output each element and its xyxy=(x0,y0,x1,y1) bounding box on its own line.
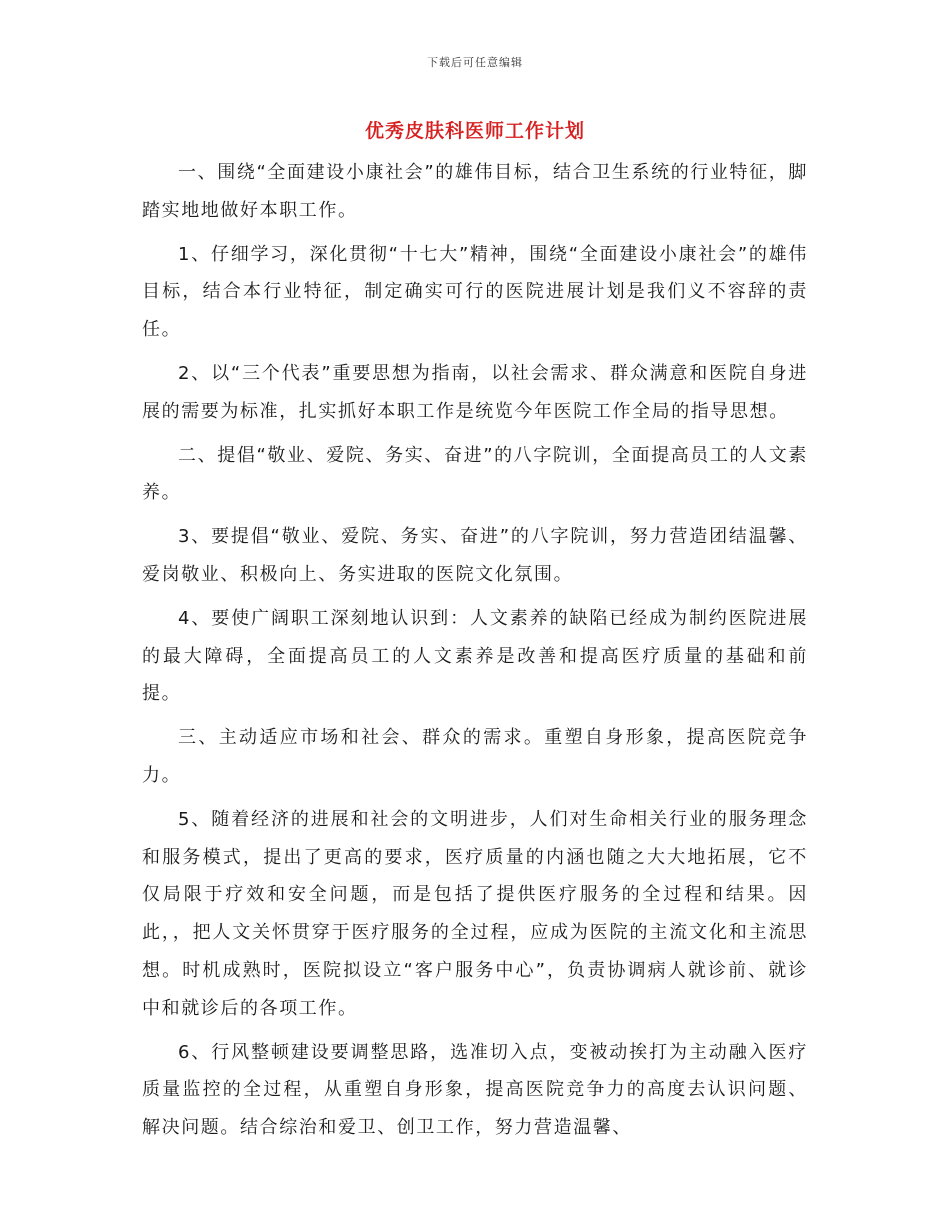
paragraph-item-2: 2、以“三个代表”重要思想为指南，以社会需求、群众满意和医院自身进展的需要为标准，扎实抓好本职工作是统览今年医院工作全局的指导思想。 xyxy=(142,362,808,422)
paragraph-item-4: 4、要使广阔职工深刻地认识到：人文素养的缺陷已经成为制约医院进展的最大障碍，全面提高员工的人文素养是改善和提高医疗质量的基础和前提。 xyxy=(142,607,808,705)
paragraph-item-5: 5、随着经济的进展和社会的文明进步，人们对生命相关行业的服务理念和服务模式，提出了更高的要求，医疗质量的内涵也随之大大地拓展，它不仅局限于疗效和安全问题，而是包括了提供医疗服务的全过程和结果。因此，，把人文关怀贯穿于医疗服务的全过程，应成为医院的主流文化和主流思想。时机成熟时，医院拟设立“客户服务中心”，负责协调病人就诊前、就诊中和就诊后的各项工作。 xyxy=(142,808,808,1019)
page-header-note: 下载后可任意编辑 xyxy=(427,56,523,69)
paragraph-item-3: 3、要提倡“敬业、爱院、务实、奋进”的八字院训，努力营造团结温馨、爱岗敬业、积极向上、务实进取的医院文化氛围。 xyxy=(142,526,808,585)
paragraph-item-1: 1、仔细学习，深化贯彻“十七大”精神，围绕“全面建设小康社会”的雄伟目标，结合本行业特征，制定确实可行的医院进展计划是我们义不容辞的责任。 xyxy=(142,243,808,341)
document-title: 优秀皮肤科医师工作计划 xyxy=(364,120,585,142)
paragraph-section-3: 三、主动适应市场和社会、群众的需求。重塑自身形象，提高医院竞争力。 xyxy=(142,727,808,786)
document-body xyxy=(142,154,808,1153)
paragraph-section-2: 二、提倡“敬业、爱院、务实、奋进”的八字院训，全面提高员工的人文素养。 xyxy=(142,444,808,504)
paragraph-item-6: 6、行风整顿建设要调整思路，选准切入点，变被动挨打为主动融入医疗质量监控的全过程，从重塑自身形象，提高医院竞争力的高度去认识问题、解决问题。结合综治和爱卫、创卫工作，努力营造温馨、 xyxy=(142,1041,808,1139)
paragraph-section-1: 一、围绕“全面建设小康社会”的雄伟目标，结合卫生系统的行业特征，脚踏实地地做好本职工作。 xyxy=(142,162,808,221)
